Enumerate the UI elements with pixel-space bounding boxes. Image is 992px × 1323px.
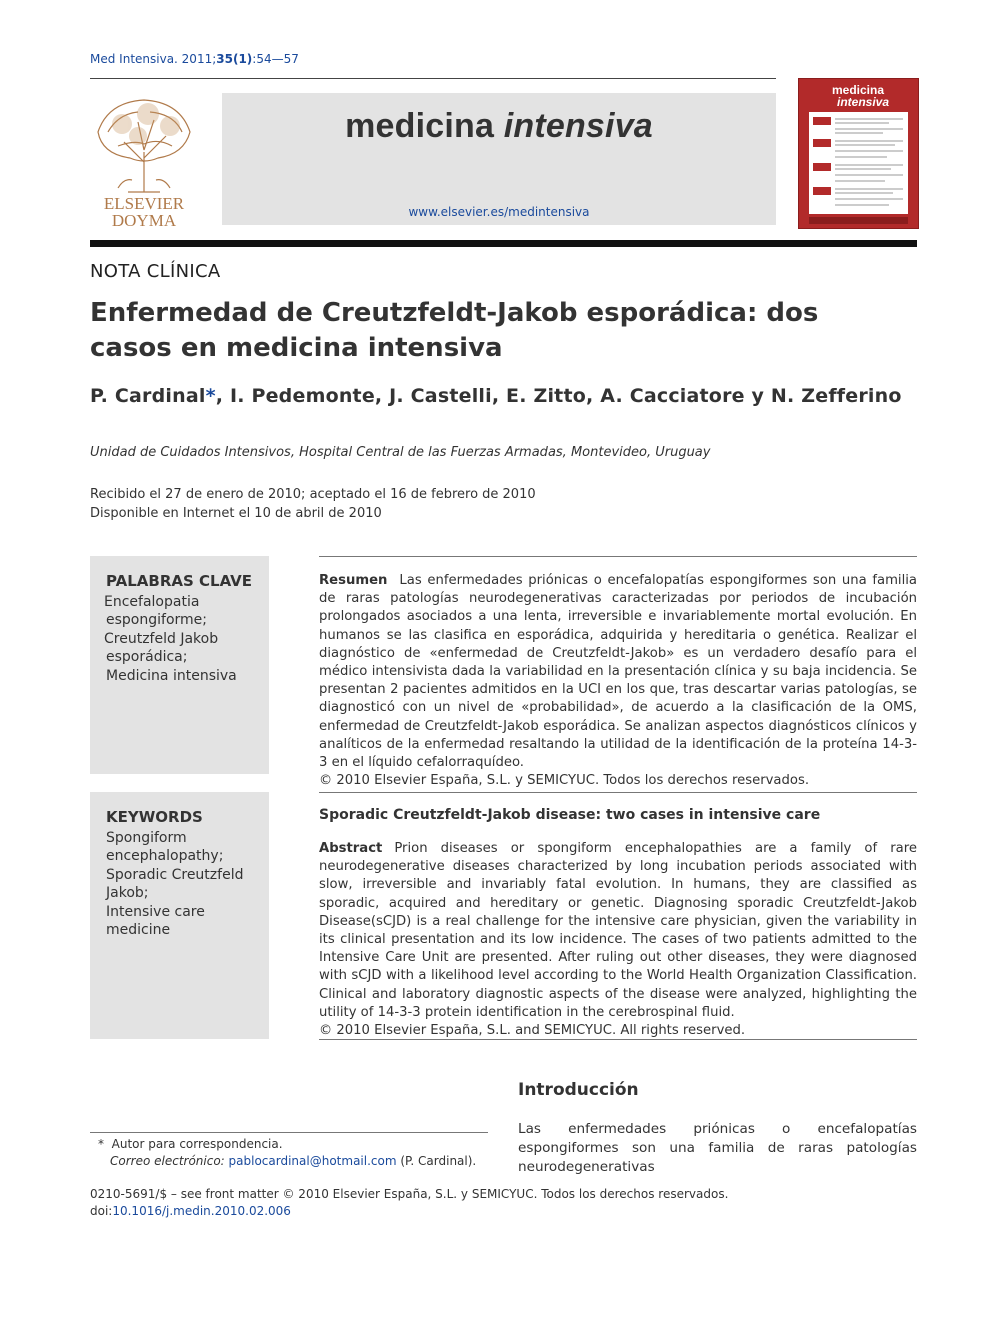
- resumen: Resumen Las enfermedades priónicas o encefalopatías espongiformes son una familia de raras patologías neurodegenerativas caracterizadas por periodos de incubación prolongados asociados a una lenta, irreversible e invariablemente mortal evolución. En humanos se las clasifica en esporádica, adquirida y hereditaria o genética. Realizar el diagnóstico de «enfermedad de Creutzfeldt-Jakob» es un verdadero desafío para el médico intensivista dada la variabilidad en la presentación clínica y su baja incidencia. Se presentan 2 pacientes admitidos en la UCI en los que, tras descartar varias patologías, se diagnosticó con un nivel de «probabilidad», de acuerdo a la clasificación de la OMS, enfermedad de Creutzfeldt-Jakob esporádica. Se analizan aspectos diagnósticos clínicos y analíticos de la enfermedad resaltando la utilidad de la identificación de la proteína 14-3-3 en el líquido cefalorraquídeo. © 2010 Elsevier España, S.L. y SEMICYUC. Todos los derechos reservados.: [319, 572, 917, 790]
- keywords-en-list: [106, 829, 269, 939]
- abstract-rule: [319, 1039, 917, 1040]
- svg-text:intensiva: intensiva: [837, 95, 890, 109]
- keywords-es-box: [90, 556, 269, 774]
- intro-paragraph: Las enfermedades priónicas o encefalopatías espongiformes son una familia de raras patologías neurodegenerativas: [518, 1121, 917, 1175]
- footnote-rule: [90, 1132, 488, 1133]
- article-dates: Recibido el 27 de enero de 2010; aceptado el 16 de febrero de 2010 Disponible en Internet el 10 de abril de 2010: [90, 487, 536, 521]
- abstract-label: Abstract: [319, 841, 383, 856]
- article-type: NOTA CLÍNICA: [90, 261, 221, 282]
- journal-banner: [222, 93, 776, 225]
- svg-text:DOYMA: DOYMA: [111, 211, 177, 228]
- abstract-rule: [319, 556, 917, 557]
- keywords-en-heading: KEYWORDS: [106, 808, 203, 826]
- abstract-copyright: © 2010 Elsevier España, S.L. and SEMICYUC. All rights reserved.: [319, 1023, 746, 1039]
- front-matter: 0210-5691/$ – see front matter © 2010 Elsevier España, S.L. y SEMICYUC. Todos los derechos reservados. doi:10.1016/j.medin.2010.02.006: [90, 1187, 729, 1218]
- doi-link[interactable]: 10.1016/j.medin.2010.02.006: [112, 1204, 291, 1218]
- english-title: Sporadic Creutzfeldt-Jakob disease: two cases in intensive care: [319, 807, 821, 823]
- journal-cover-thumbnail: [798, 78, 919, 229]
- keywords-es-list: [106, 593, 269, 685]
- intro-heading: Introducción: [518, 1080, 639, 1100]
- keyword-item: Jakob;: [106, 885, 149, 902]
- keyword-item: Medicina intensiva: [106, 667, 237, 684]
- keyword-item: esporádica;: [106, 649, 188, 666]
- article-title: Enfermedad de Creutzfeldt-Jakob esporádica: dos casos en medicina intensiva: [90, 298, 819, 363]
- keywords-es-heading: PALABRAS CLAVE: [106, 572, 253, 590]
- corresponding-author-mark[interactable]: *: [205, 385, 216, 407]
- keyword-item: Spongiform: [106, 830, 187, 846]
- svg-text:ELSEVIER: ELSEVIER: [103, 194, 185, 213]
- journal-title: medicina intensiva: [345, 107, 653, 145]
- cover-illustration: [799, 79, 918, 228]
- affiliation: Unidad de Cuidados Intensivos, Hospital Central de las Fuerzas Armadas, Montevideo, Uruguay: [90, 445, 711, 460]
- keyword-item: Encefalopatia: [104, 594, 200, 610]
- keyword-item: Intensive care: [106, 903, 205, 920]
- author-list: P. Cardinal*, I. Pedemonte, J. Castelli, E. Zitto, A. Cacciatore y N. Zefferino: [90, 385, 902, 407]
- publisher-logo: [88, 92, 200, 228]
- correspondence-footnote: * Autor para correspondencia. Correo electrónico: pablocardinal@hotmail.com (P. Cardinal).: [98, 1137, 477, 1168]
- keyword-item: Sporadic Creutzfeld: [106, 866, 244, 883]
- title-rule: [90, 240, 917, 247]
- abstract-en: Abstract Prion diseases or spongiform encephalopathies are a family of rare neurodegenerative diseases characterized by long incubation periods associated with slow, irreversible and invariably fatal evolution. In humans, they are classified as sporadic, acquired and hereditary or genetic. Diagnosing sporadic Creutzfeldt-Jakob Disease(sCJD) is a real challenge for the intensive care physician, given the variability in its clinical presentation and its low incidence. The cases of two patients admitted to the Intensive Care Unit are presented. After ruling out other diseases, they were diagnosed with sCJD with a likelihood level according to the World Health Organization Classification. Clinical and laboratory diagnostic aspects of the disease were analyzed, highlighting the utility of 14-3-3 protein identification in the cerebrospinal fluid. © 2010 Elsevier España, S.L. and SEMICYUC. All rights reserved.: [319, 840, 917, 1040]
- keyword-item: encephalopathy;: [106, 848, 224, 865]
- author-email-link[interactable]: pablocardinal@hotmail.com: [228, 1154, 397, 1168]
- resumen-copyright: © 2010 Elsevier España, S.L. y SEMICYUC. Todos los derechos reservados.: [319, 773, 810, 789]
- keyword-item: espongiforme;: [106, 612, 207, 629]
- abstract-rule: [319, 792, 917, 793]
- svg-text:medicina: medicina: [832, 83, 885, 97]
- keywords-en-box: [90, 792, 269, 1039]
- keyword-item: medicine: [106, 922, 171, 939]
- header-rule: [90, 78, 776, 79]
- keyword-item: Creutzfeld Jakob: [104, 630, 219, 647]
- journal-citation: Med Intensiva. 2011;35(1):54—57: [90, 52, 299, 66]
- resumen-label: Resumen: [319, 573, 388, 588]
- journal-url-link[interactable]: www.elsevier.es/medintensiva: [408, 205, 590, 219]
- tree-logo-icon: [88, 92, 200, 228]
